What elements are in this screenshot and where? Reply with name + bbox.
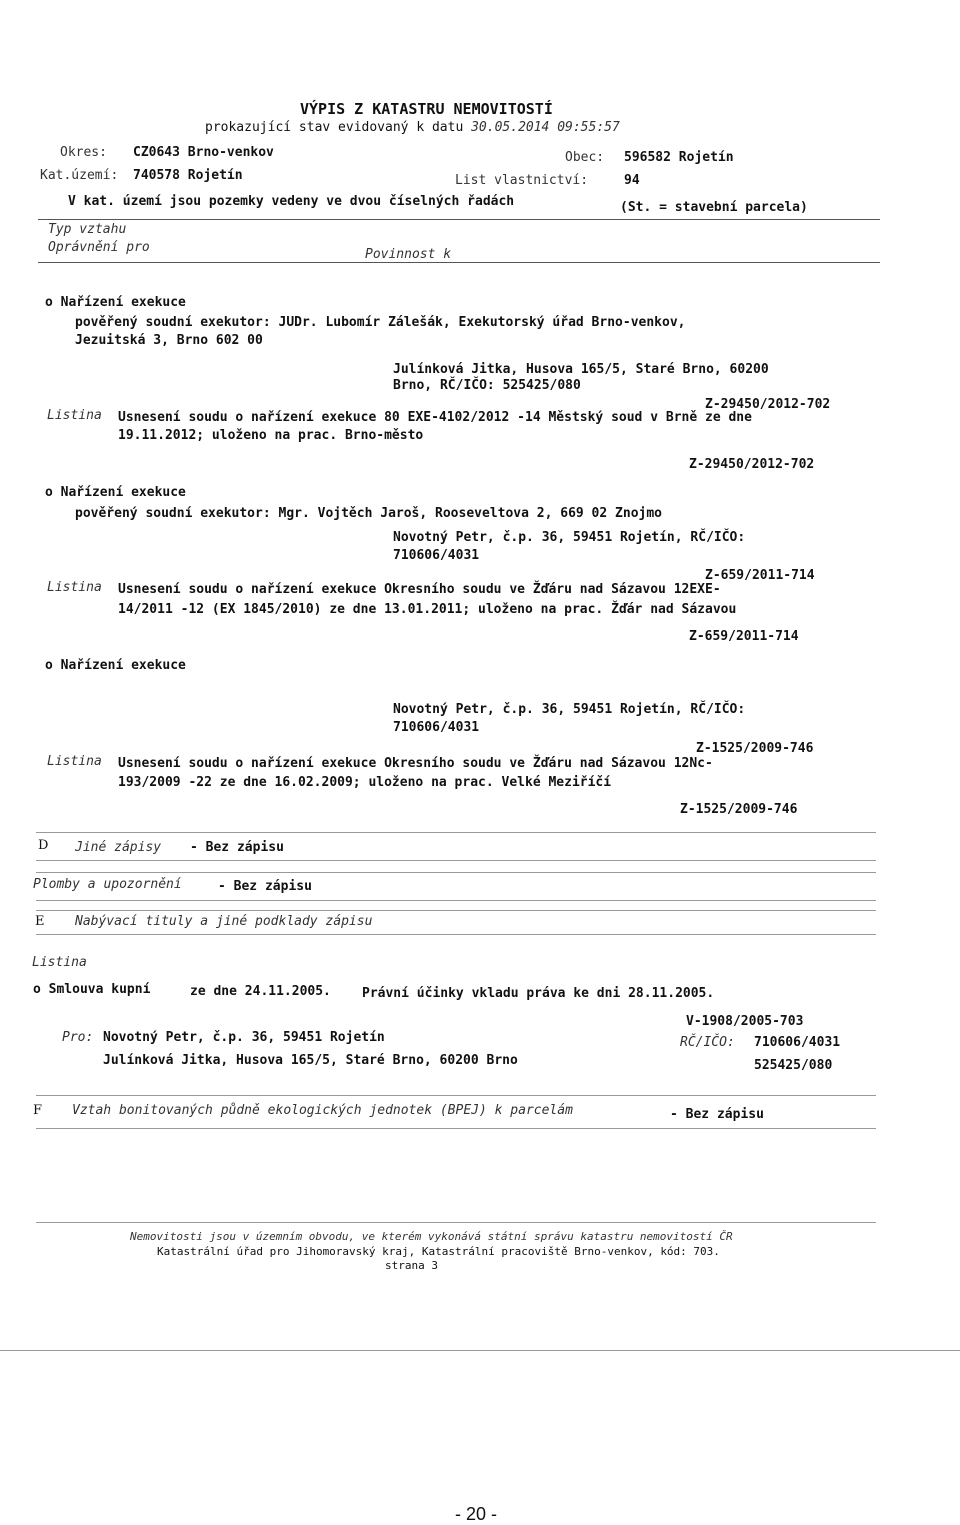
section-e-item-effect: Právní účinky vkladu práva ke dni 28.11.2005. <box>362 986 715 1001</box>
entry2-ref2: Z-659/2011-714 <box>689 629 799 644</box>
footer-line3: strana 3 <box>385 1259 438 1272</box>
divider <box>38 219 880 220</box>
section-e-item-date: ze dne 24.11.2005. <box>190 984 331 999</box>
divider <box>36 900 876 901</box>
lv-value: 94 <box>624 173 640 188</box>
divider <box>36 832 876 833</box>
lv-label: List vlastnictví: <box>455 173 589 188</box>
divider <box>36 1222 876 1223</box>
footer-line1: Nemovitosti jsou v územním obvodu, ve kterém vykonává státní správu katastru nemovitostí ČR <box>130 1230 733 1243</box>
section-d-value: - Bez zápisu <box>190 840 284 855</box>
divider <box>0 1350 960 1351</box>
entry1-address: Jezuitská 3, Brno 602 00 <box>75 333 263 348</box>
entry1-executor: pověřený soudní exekutor: JUDr. Lubomír Zálešák, Exekutorský úřad Brno-venkov, <box>75 315 686 330</box>
opravneni-pro-label: Oprávnění pro <box>48 240 150 255</box>
entry2-party1: Novotný Petr, č.p. 36, 59451 Rojetín, RČ/IČO: <box>393 530 746 545</box>
entry1-ref1: Z-29450/2012-702 <box>705 397 831 412</box>
entry1-party1: Julínková Jitka, Husova 165/5, Staré Brno, 60200 <box>393 362 769 377</box>
entry3-listina-label: Listina <box>47 754 102 769</box>
document-title: VÝPIS Z KATASTRU NEMOVITOSTÍ <box>300 100 553 118</box>
obec-value: 596582 Rojetín <box>624 150 734 165</box>
section-e-listina-label: Listina <box>32 955 87 970</box>
document-subtitle <box>205 120 620 135</box>
divider <box>36 1095 876 1096</box>
divider <box>36 860 876 861</box>
entry2-executor: pověřený soudní exekutor: Mgr. Vojtěch Jaroš, Rooseveltova 2, 669 02 Znojmo <box>75 506 662 521</box>
section-e-rc2: 525425/080 <box>754 1058 833 1073</box>
section-e-rc-label: RČ/IČO: <box>680 1035 735 1050</box>
entry3-ref1: Z-1525/2009-746 <box>696 741 814 756</box>
entry3-listina-line2: 193/2009 -22 ze dne 16.02.2009; uloženo na prac. Velké Meziříčí <box>118 775 612 790</box>
section-e-rc1: 710606/4031 <box>754 1035 841 1050</box>
plomby-value: - Bez zápisu <box>218 879 312 894</box>
subtitle-date: 30.05.2014 09:55:57 <box>471 120 620 135</box>
entry3-party1: Novotný Petr, č.p. 36, 59451 Rojetín, RČ/IČO: <box>393 702 746 717</box>
katuzemi-value: 740578 Rojetín <box>133 168 243 183</box>
section-e-letter: E <box>35 914 45 929</box>
section-e-label: Nabývací tituly a jiné podklady zápisu <box>75 914 373 929</box>
divider <box>38 262 880 263</box>
section-e-pro2: Julínková Jitka, Husova 165/5, Staré Brno, 60200 Brno <box>103 1053 518 1068</box>
section-d-label: Jiné zápisy <box>75 840 162 855</box>
entry2-listina-line2: 14/2011 -12 (EX 1845/2010) ze dne 13.01.2011; uloženo na prac. Žďár nad Sázavou <box>118 602 737 617</box>
entry2-party2: 710606/4031 <box>393 548 480 563</box>
subtitle-prefix: prokazující stav evidovaný k datu <box>205 120 464 135</box>
section-f-letter: F <box>33 1103 43 1118</box>
entry2-listina-label: Listina <box>47 580 102 595</box>
entry1-listina-label: Listina <box>47 408 102 423</box>
divider <box>36 872 876 873</box>
header-note-right: (St. = stavební parcela) <box>620 200 808 215</box>
entry1-title: o Nařízení exekuce <box>45 295 186 310</box>
section-e-item-title: o Smlouva kupní <box>33 982 151 997</box>
okres-label: Okres: <box>60 145 107 160</box>
entry2-ref1: Z-659/2011-714 <box>705 568 815 583</box>
typ-vztahu-label: Typ vztahu <box>48 222 127 237</box>
entry3-listina-line1: Usnesení soudu o nařízení exekuce Okresního soudu ve Žďáru nad Sázavou 12Nc- <box>118 756 713 771</box>
entry3-ref2: Z-1525/2009-746 <box>680 802 798 817</box>
entry3-party2: 710606/4031 <box>393 720 480 735</box>
katuzemi-label: Kat.území: <box>40 168 119 183</box>
entry2-listina-line1: Usnesení soudu o nařízení exekuce Okresního soudu ve Žďáru nad Sázavou 12EXE- <box>118 582 721 597</box>
entry1-listina-line2: 19.11.2012; uloženo na prac. Brno-město <box>118 428 424 443</box>
header-note: V kat. území jsou pozemky vedeny ve dvou číselných řadách <box>68 194 515 209</box>
section-f-label: Vztah bonitovaných půdně ekologických jednotek (BPEJ) k parcelám <box>72 1103 573 1118</box>
obec-label: Obec: <box>565 150 605 165</box>
entry1-ref2: Z-29450/2012-702 <box>689 457 815 472</box>
okres-value: CZ0643 Brno-venkov <box>133 145 274 160</box>
plomby-label: Plomby a upozornění <box>33 877 182 892</box>
section-d-letter: D <box>38 838 49 853</box>
section-e-ref: V-1908/2005-703 <box>686 1014 804 1029</box>
entry3-title: o Nařízení exekuce <box>45 658 186 673</box>
entry2-title: o Nařízení exekuce <box>45 485 186 500</box>
entry1-party2: Brno, RČ/IČO: 525425/080 <box>393 378 581 393</box>
section-f-value: - Bez zápisu <box>670 1107 764 1122</box>
page-number: - 20 - <box>455 1504 498 1524</box>
divider <box>36 934 876 935</box>
footer-line2: Katastrální úřad pro Jihomoravský kraj, Katastrální pracoviště Brno-venkov, kód: 703. <box>157 1245 720 1258</box>
section-e-pro1: Novotný Petr, č.p. 36, 59451 Rojetín <box>103 1030 385 1045</box>
entry1-listina-line1: Usnesení soudu o nařízení exekuce 80 EXE-4102/2012 -14 Městský soud v Brně ze dne <box>118 410 752 425</box>
divider <box>36 910 876 911</box>
section-e-pro-label: Pro: <box>62 1030 94 1045</box>
povinnost-k-label: Povinnost k <box>365 247 452 262</box>
divider <box>36 1128 876 1129</box>
